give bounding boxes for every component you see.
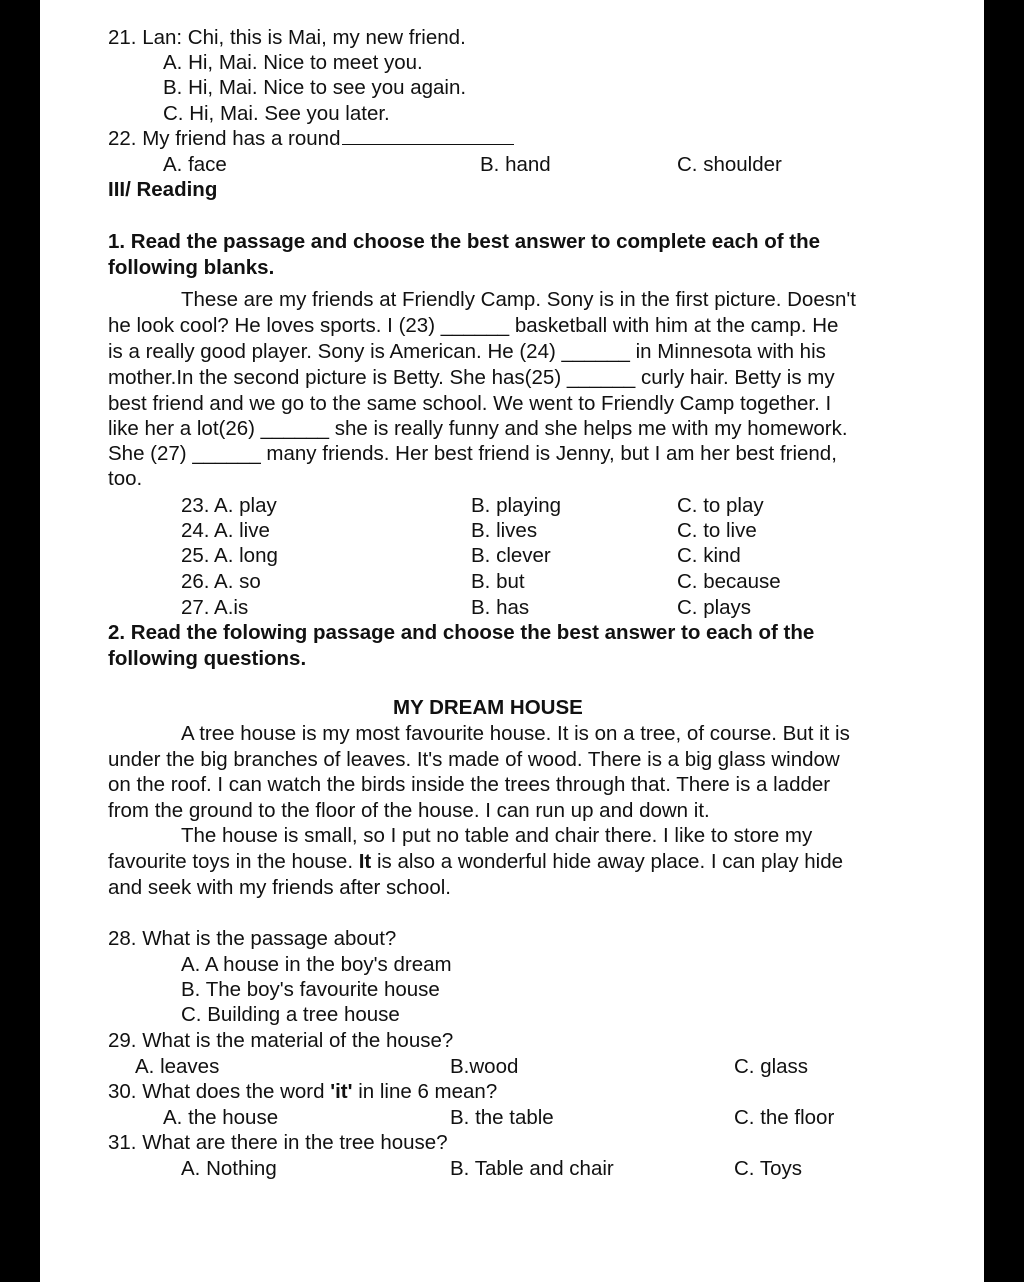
q31-option-a: A. Nothing bbox=[181, 1157, 277, 1180]
section-heading: III/ Reading bbox=[108, 178, 218, 201]
q28-option-c: C. Building a tree house bbox=[181, 1003, 400, 1026]
question-30 bbox=[108, 1079, 497, 1104]
q30-option-c: C. the floor bbox=[734, 1106, 835, 1129]
q22-option-b: B. hand bbox=[480, 153, 551, 176]
answer-blank bbox=[342, 130, 514, 145]
q27-option-c: C. plays bbox=[677, 596, 752, 619]
q26-option-c: C. because bbox=[677, 570, 781, 593]
passage2-line bbox=[108, 849, 843, 874]
question-28: 28. What is the passage about? bbox=[108, 927, 397, 950]
q29-option-c: C. glass bbox=[734, 1055, 809, 1078]
q21-option-c: C. Hi, Mai. See you later. bbox=[163, 102, 390, 125]
q24-option-a: 24. A. live bbox=[181, 519, 270, 542]
q27-option-b: B. has bbox=[471, 596, 530, 619]
passage2-line: The house is small, so I put no table and chair there. I like to store my bbox=[181, 824, 813, 847]
q22-option-a: A. face bbox=[163, 153, 227, 176]
q23-option-b: B. playing bbox=[471, 494, 562, 517]
part2-instruction: 2. Read the folowing passage and choose the best answer to each of the bbox=[108, 621, 815, 644]
q31-option-b: B. Table and chair bbox=[450, 1157, 614, 1180]
q30-option-a: A. the house bbox=[163, 1106, 279, 1129]
q30-option-b: B. the table bbox=[450, 1106, 554, 1129]
q25-option-c: C. kind bbox=[677, 544, 741, 567]
q25-option-a: 25. A. long bbox=[181, 544, 278, 567]
question-29: 29. What is the material of the house? bbox=[108, 1029, 454, 1052]
passage2-text: is also a wonderful hide away place. I can play hide bbox=[376, 850, 844, 873]
q24-option-b: B. lives bbox=[471, 519, 538, 542]
q28-option-a: A. A house in the boy's dream bbox=[181, 953, 452, 976]
q22-stem-text: 22. My friend has a round bbox=[108, 127, 341, 150]
q28-option-b: B. The boy's favourite house bbox=[181, 978, 440, 1001]
passage1-line: She (27) ______ many friends. Her best friend is Jenny, but I am her best friend, bbox=[108, 442, 837, 465]
q25-option-b: B. clever bbox=[471, 544, 551, 567]
question-22 bbox=[108, 126, 514, 151]
passage1-line: mother.In the second picture is Betty. She has(25) ______ curly hair. Betty is my bbox=[108, 366, 835, 389]
passage1-line: These are my friends at Friendly Camp. Sony is in the first picture. Doesn't bbox=[181, 288, 856, 311]
part1-instruction: 1. Read the passage and choose the best answer to complete each of the bbox=[108, 230, 821, 253]
q27-option-a: 27. A.is bbox=[181, 596, 249, 619]
part2-instruction-cont: following questions. bbox=[108, 647, 307, 670]
passage1-line: best friend and we go to the same school. We went to Friendly Camp together. I bbox=[108, 392, 832, 415]
passage1-line: like her a lot(26) ______ she is really funny and she helps me with my homework. bbox=[108, 417, 848, 440]
q23-option-c: C. to play bbox=[677, 494, 764, 517]
q21-option-a: A. Hi, Mai. Nice to meet you. bbox=[163, 51, 423, 74]
q24-option-c: C. to live bbox=[677, 519, 757, 542]
q21-option-b: B. Hi, Mai. Nice to see you again. bbox=[163, 76, 467, 99]
q26-option-a: 26. A. so bbox=[181, 570, 261, 593]
q23-option-a: 23. A. play bbox=[181, 494, 277, 517]
q29-option-b: B.wood bbox=[450, 1055, 519, 1078]
question-31: 31. What are there in the tree house? bbox=[108, 1131, 448, 1154]
passage2-text: favourite toys in the house. bbox=[108, 850, 354, 873]
passage2-bold-word: It bbox=[358, 850, 372, 873]
passage2-line: on the roof. I can watch the birds inside the trees through that. There is a ladder bbox=[108, 773, 831, 796]
passage1-line: he look cool? He loves sports. I (23) ______ basketball with him at the camp. He bbox=[108, 314, 839, 337]
q29-option-a: A. leaves bbox=[135, 1055, 220, 1078]
worksheet-page bbox=[40, 0, 984, 1282]
passage2-line: under the big branches of leaves. It's made of wood. There is a big glass window bbox=[108, 748, 840, 771]
q26-option-b: B. but bbox=[471, 570, 525, 593]
q30-bold-word: 'it' bbox=[330, 1080, 353, 1103]
passage2-line: and seek with my friends after school. bbox=[108, 876, 451, 899]
q22-option-c: C. shoulder bbox=[677, 153, 782, 176]
q31-option-c: C. Toys bbox=[734, 1157, 802, 1180]
passage2-line: A tree house is my most favourite house. It is on a tree, of course. But it is bbox=[181, 722, 850, 745]
passage2-line: from the ground to the floor of the house. I can run up and down it. bbox=[108, 799, 710, 822]
question-21: 21. Lan: Chi, this is Mai, my new friend. bbox=[108, 26, 466, 49]
passage1-line: is a really good player. Sony is American. He (24) ______ in Minnesota with his bbox=[108, 340, 826, 363]
passage-title: MY DREAM HOUSE bbox=[393, 696, 583, 719]
part1-instruction-cont: following blanks. bbox=[108, 256, 275, 279]
q30-stem-text: 30. What does the word bbox=[108, 1080, 325, 1103]
passage1-line: too. bbox=[108, 467, 143, 490]
q30-stem-text: in line 6 mean? bbox=[358, 1080, 498, 1103]
